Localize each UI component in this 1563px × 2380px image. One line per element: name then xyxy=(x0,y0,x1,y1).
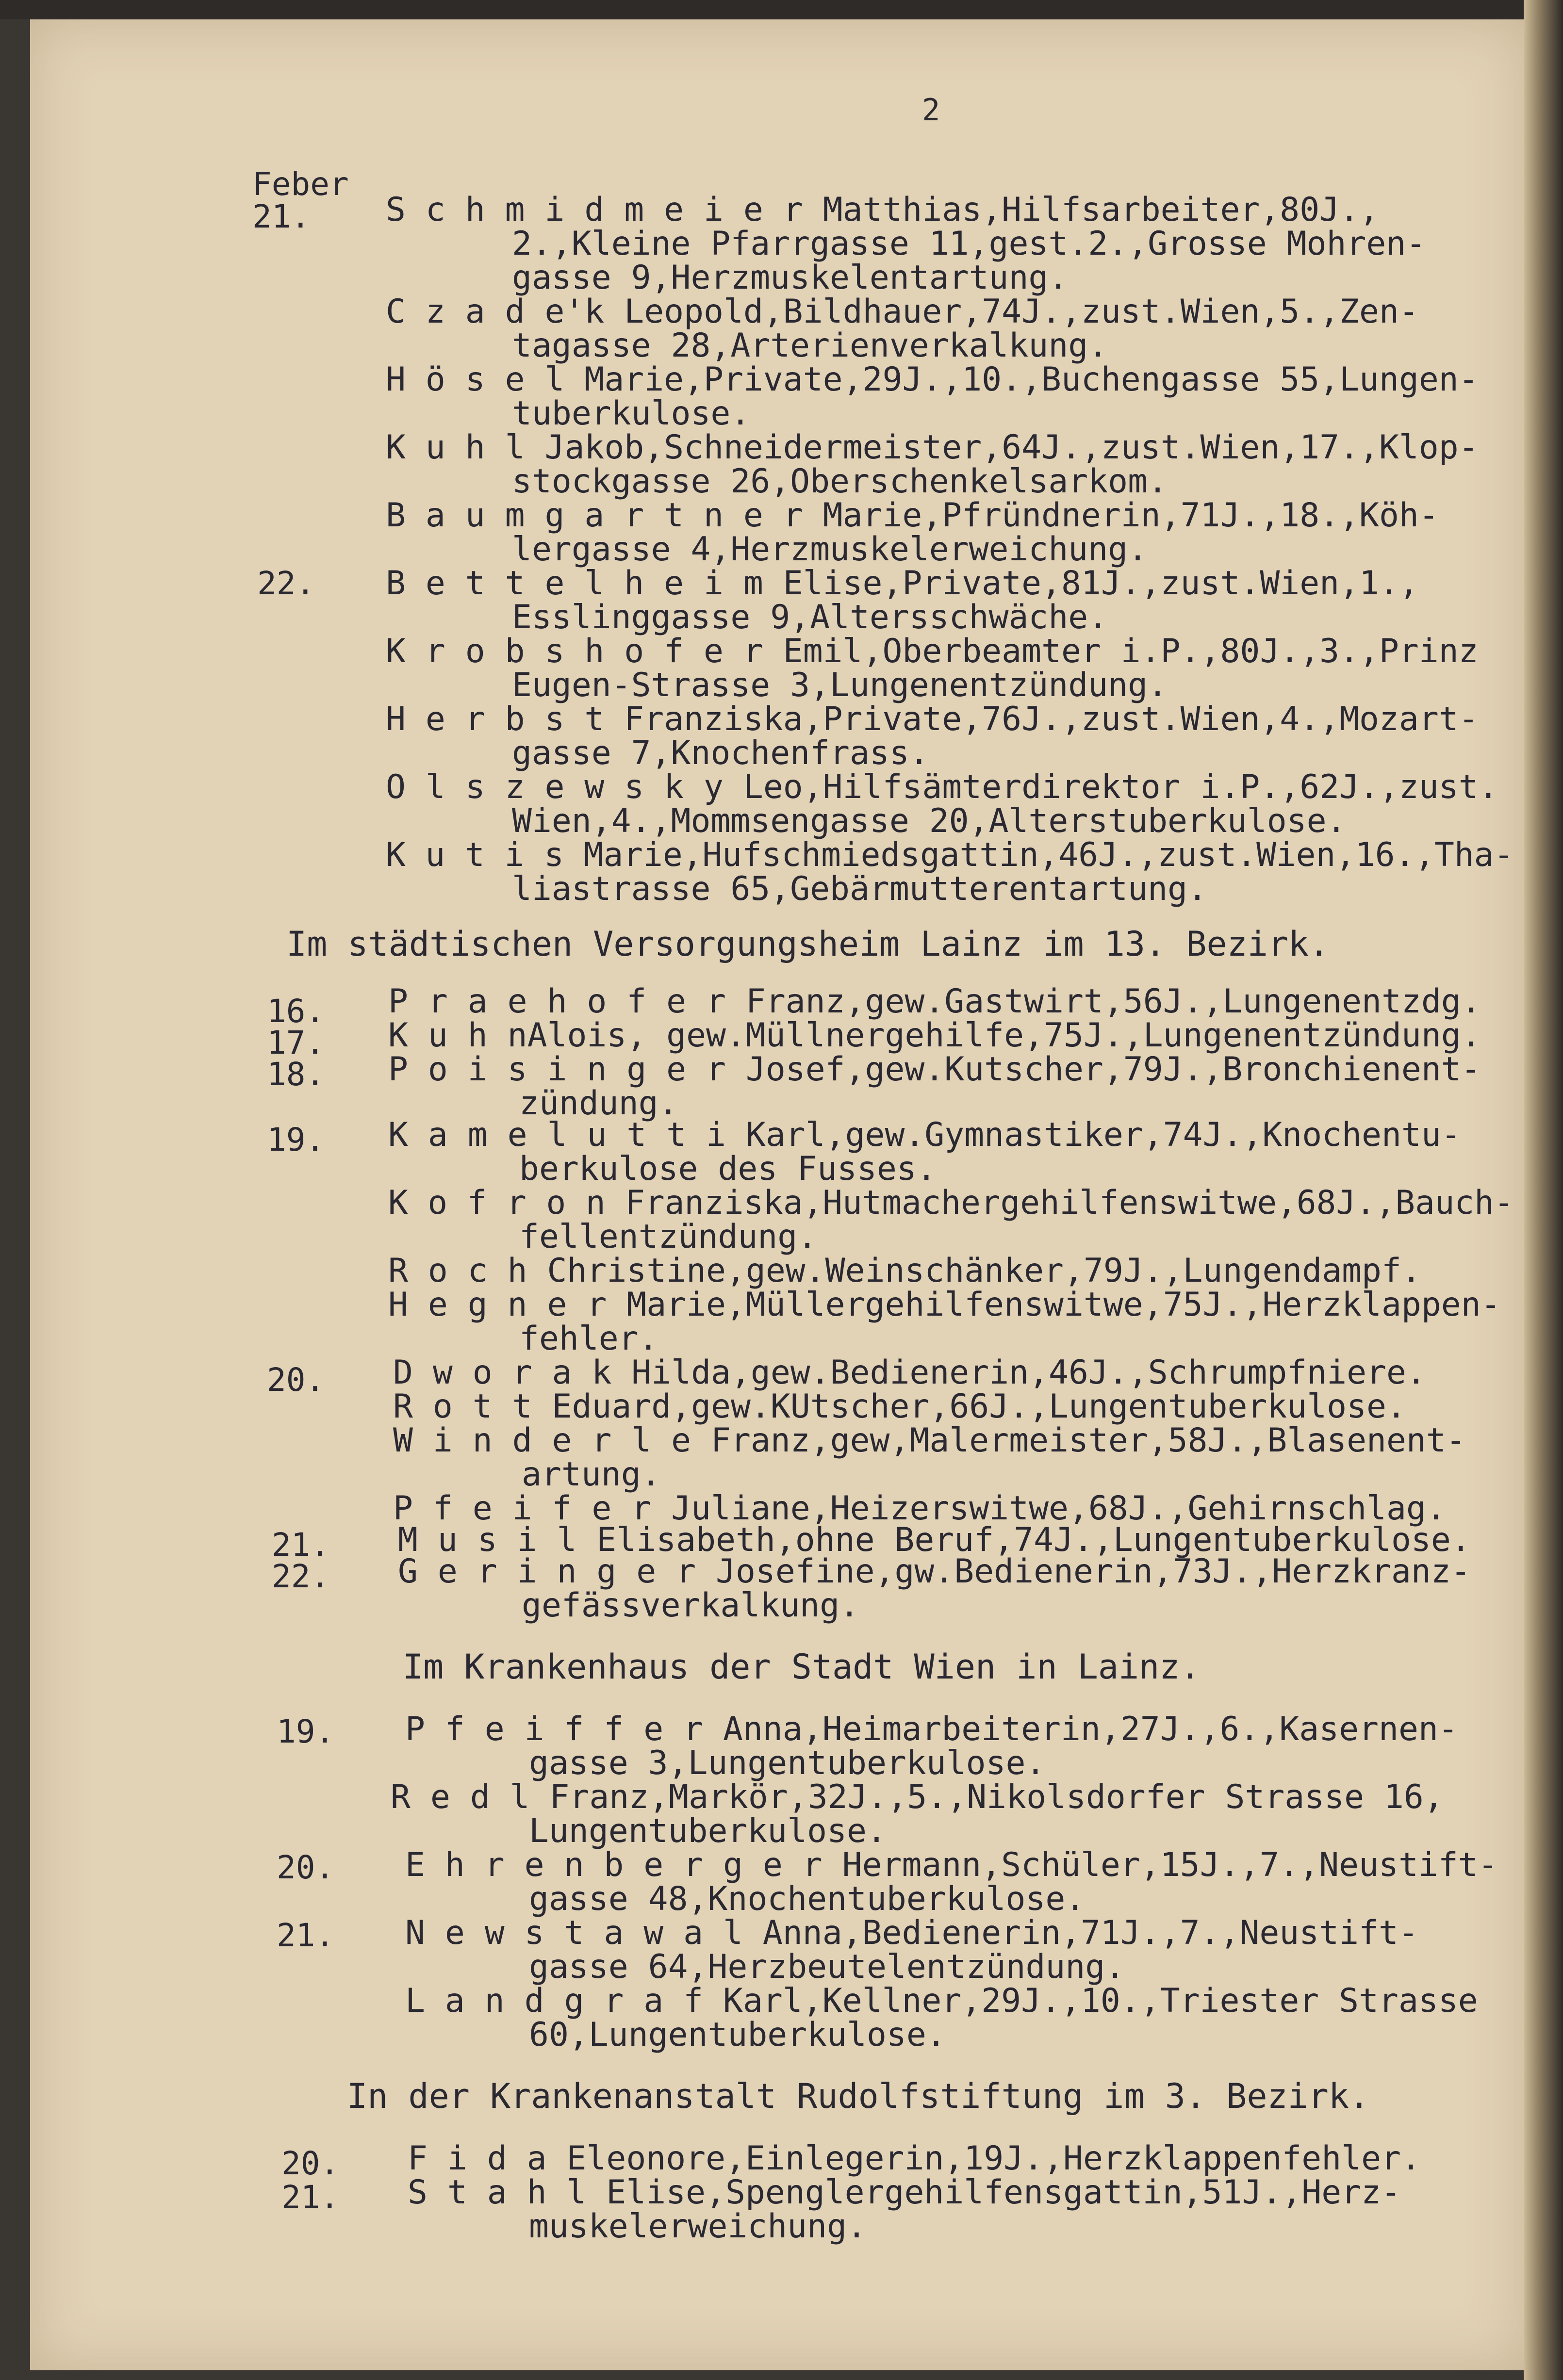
entry-line: berkulose des Fusses. xyxy=(519,1150,937,1188)
entry-line: F i d a Eleonore,Einlegerin,19J.,Herzklappenfehler. xyxy=(408,2139,1421,2178)
entry-line: gasse 9,Herzmuskelentartung. xyxy=(512,259,1069,297)
entry-line: gasse 48,Knochentuberkulose. xyxy=(529,1880,1086,1918)
entry-line: Lungentuberkulose. xyxy=(529,1812,887,1850)
entry-line: muskelerweichung. xyxy=(529,2207,867,2246)
entry-line: Esslinggasse 9,Altersschwäche. xyxy=(512,598,1108,636)
date: 19. xyxy=(267,1121,325,1158)
entry-line: gasse 64,Herzbeutelentzündung. xyxy=(529,1948,1125,1986)
entry-line: K a m e l u t t i Karl,gew.Gymnastiker,74J.,Knochentu- xyxy=(388,1116,1461,1154)
date: 22. xyxy=(257,565,315,602)
entry-line: fehler. xyxy=(519,1320,658,1358)
entry-line: C z a d e'k Leopold,Bildhauer,74J.,zust.Wien,5.,Zen- xyxy=(386,293,1419,331)
entry-line: W i n d e r l e Franz,gew,Malermeister,58J.,Blasenent- xyxy=(393,1421,1466,1460)
entry-line: tuberkulose. xyxy=(512,394,751,433)
section-heading: Im Krankenhaus der Stadt Wien in Lainz. xyxy=(403,1647,1201,1687)
date: 22. xyxy=(272,1558,330,1595)
date: 20. xyxy=(281,2145,340,2182)
entry-line: R o c h Christine,gew.Weinschänker,79J.,Lungendampf. xyxy=(388,1252,1421,1290)
page-number: 2 xyxy=(922,92,940,128)
entry-line: tagasse 28,Arterienverkalkung. xyxy=(512,326,1108,365)
entry-line: gefässverkalkung. xyxy=(522,1586,859,1625)
entry-line: K r o b s h o f e r Emil,Oberbeamter i.P.,80J.,3.,Prinz xyxy=(386,632,1479,670)
entry-line: P f e i f f e r Anna,Heimarbeiterin,27J.,6.,Kasernen- xyxy=(405,1710,1458,1748)
entry-line: P o i s i n g e r Josef,gew.Kutscher,79J.,Bronchienent- xyxy=(388,1050,1481,1089)
entry-line: liastrasse 65,Gebärmutterentartung. xyxy=(512,870,1207,908)
month-label: Feber xyxy=(252,165,349,203)
date: 21. xyxy=(252,198,311,235)
entry-line: K u t i s Marie,Hufschmiedsgattin,46J.,zust.Wien,16.,Tha- xyxy=(386,836,1514,874)
entry-line: fellentzündung. xyxy=(519,1218,818,1256)
binding-spine xyxy=(1524,0,1563,2380)
entry-line: Eugen-Strasse 3,Lungenentzündung. xyxy=(512,666,1168,704)
entry-line: S t a h l Elise,Spenglergehilfensgattin,51J.,Herz- xyxy=(408,2173,1401,2212)
date: 21. xyxy=(272,1526,330,1564)
entry-line: gasse 7,Knochenfrass. xyxy=(512,734,929,772)
entry-line: zündung. xyxy=(519,1084,678,1123)
entry-line: H e g n e r Marie,Müllergehilfenswitwe,75J.,Herzklappen- xyxy=(388,1286,1501,1324)
entry-line: R o t t Eduard,gew.KUtscher,66J.,Lungentuberkulose. xyxy=(393,1387,1406,1426)
scan-top-edge xyxy=(0,0,1563,19)
date: 16. xyxy=(267,993,325,1030)
section-heading: In der Krankenanstalt Rudolfstiftung im 3. Bezirk. xyxy=(347,2076,1370,2116)
date: 20. xyxy=(267,1361,325,1399)
entry-line: K u h nAlois, gew.Müllnergehilfe,75J.,Lungenentzündung. xyxy=(388,1016,1481,1055)
entry-line: H ö s e l Marie,Private,29J.,10.,Buchengasse 55,Lungen- xyxy=(386,360,1479,399)
date: 21. xyxy=(281,2179,340,2216)
entry-line: G e r i n g e r Josefine,gw.Bedienerin,73J.,Herzkranz- xyxy=(398,1552,1471,1591)
entry-line: Wien,4.,Mommsengasse 20,Alterstuberkulose. xyxy=(512,802,1347,840)
entry-line: L a n d g r a f Karl,Kellner,29J.,10.,Triester Strasse xyxy=(405,1982,1478,2020)
entry-line: D w o r a k Hilda,gew.Bedienerin,46J.,Schrumpfniere. xyxy=(393,1353,1426,1392)
entry-line: H e r b s t Franziska,Private,76J.,zust.Wien,4.,Mozart- xyxy=(386,700,1479,738)
entry-line: E h r e n b e r g e r Hermann,Schüler,15J.,7.,Neustift- xyxy=(405,1846,1498,1884)
entry-line: K o f r o n Franziska,Hutmachergehilfenswitwe,68J.,Bauch- xyxy=(388,1184,1514,1222)
entry-line: artung. xyxy=(522,1455,661,1494)
entry-line: gasse 3,Lungentuberkulose. xyxy=(529,1744,1046,1782)
entry-line: P r a e h o f e r Franz,gew.Gastwirt,56J.,Lungenentzdg. xyxy=(388,982,1481,1021)
section-heading: Im städtischen Versorgungsheim Lainz im 13. Bezirk. xyxy=(286,924,1330,964)
entry-line: B a u m g a r t n e r Marie,Pfründnerin,71J.,18.,Köh- xyxy=(386,496,1439,535)
date: 20. xyxy=(277,1849,335,1886)
entry-line: lergasse 4,Herzmuskelerweichung. xyxy=(512,530,1148,569)
entry-line: K u h l Jakob,Schneidermeister,64J.,zust.Wien,17.,Klop- xyxy=(386,428,1479,467)
entry-line: 60,Lungentuberkulose. xyxy=(529,2016,946,2054)
entry-line: R e d l Franz,Markör,32J.,5.,Nikolsdorfer Strasse 16, xyxy=(391,1778,1444,1816)
entry-line: O l s z e w s k y Leo,Hilfsämterdirektor i.P.,62J.,zust. xyxy=(386,768,1498,806)
date: 17. xyxy=(267,1024,325,1061)
date: 18. xyxy=(267,1056,325,1093)
entry-line: B e t t e l h e i m Elise,Private,81J.,zust.Wien,1., xyxy=(386,564,1419,603)
entry-line: M u s i l Elisabeth,ohne Beruf,74J.,Lungentuberkulose. xyxy=(398,1521,1471,1559)
date: 21. xyxy=(277,1917,335,1954)
entry-line: 2.,Kleine Pfarrgasse 11,gest.2.,Grosse Mohren- xyxy=(512,225,1426,263)
entry-line: S c h m i d m e i e r Matthias,Hilfsarbeiter,80J., xyxy=(386,191,1379,229)
date: 19. xyxy=(277,1713,335,1750)
entry-line: N e w s t a w a l Anna,Bedienerin,71J.,7.,Neustift- xyxy=(405,1914,1418,1952)
entry-line: stockgasse 26,Oberschenkelsarkom. xyxy=(512,462,1168,501)
entry-line: P f e i f e r Juliane,Heizerswitwe,68J.,Gehirnschlag. xyxy=(393,1489,1446,1528)
